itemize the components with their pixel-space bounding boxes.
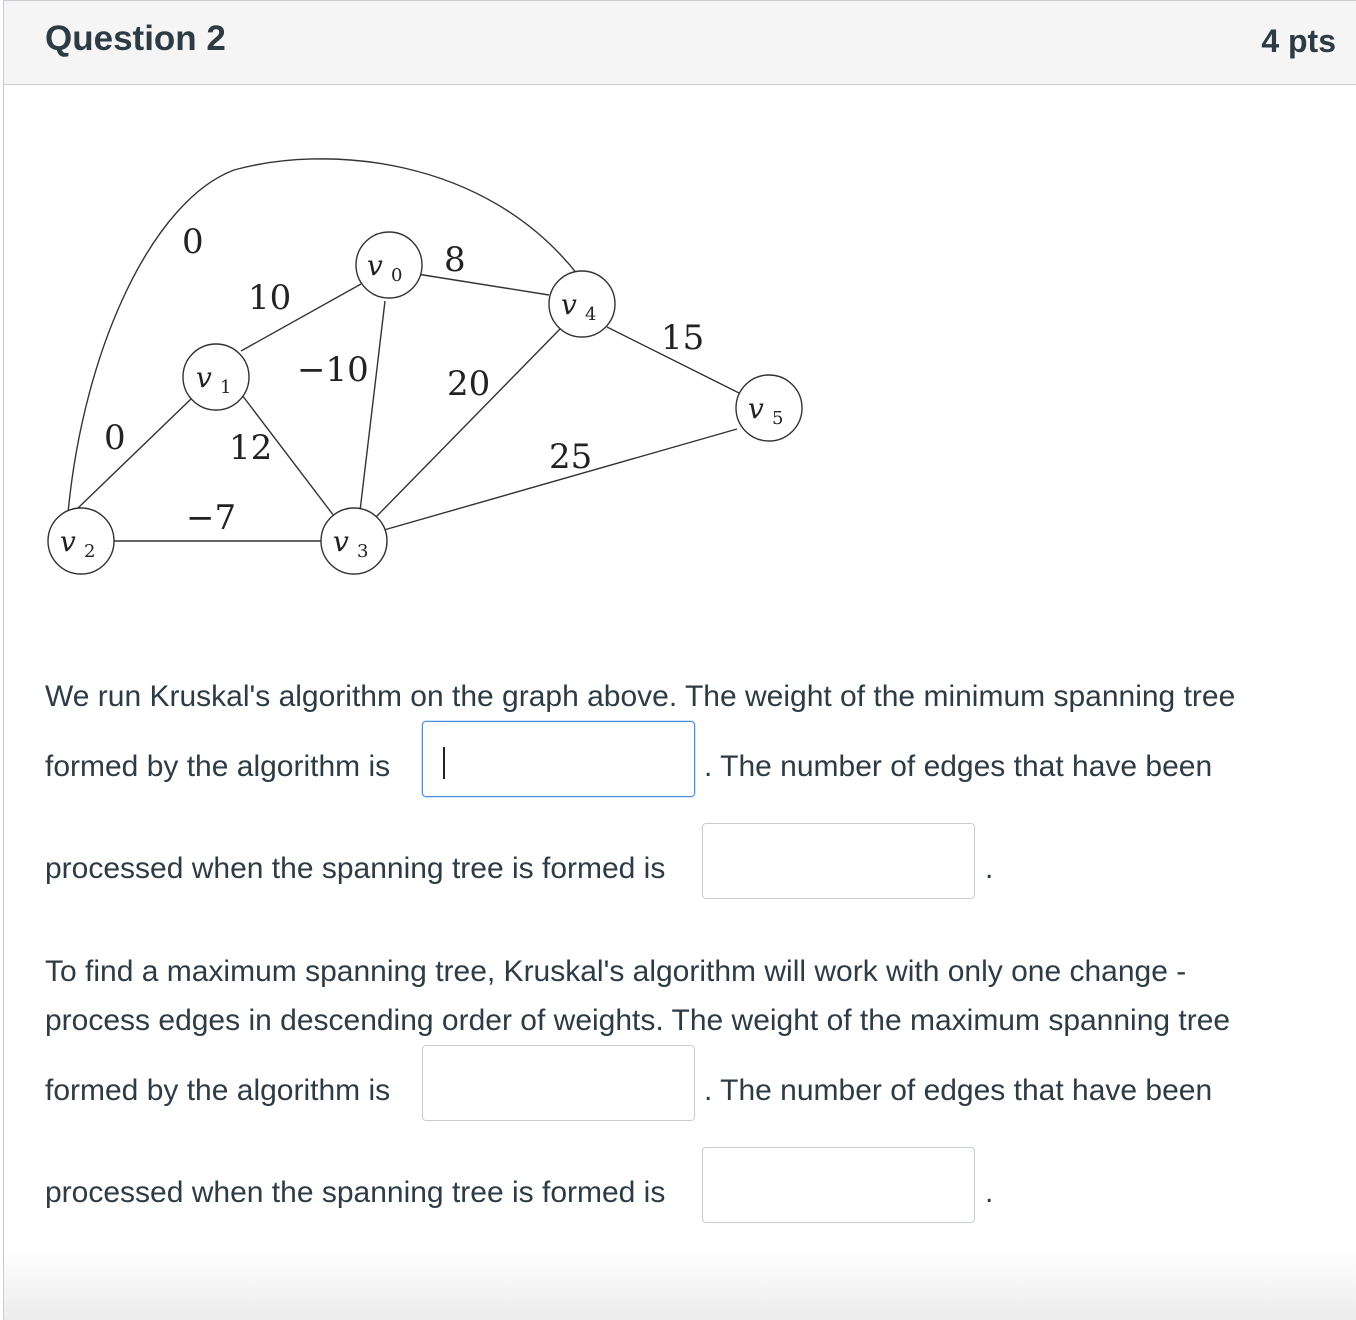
p1-line1: We run Kruskal's algorithm on the graph above. The weight of the minimum spanning tree (45, 680, 1236, 713)
question-title: Question 2 (45, 19, 226, 58)
min-weight-input[interactable] (422, 721, 695, 797)
svg-text:4: 4 (585, 304, 597, 325)
edge-v0-v3 (360, 301, 385, 511)
p1-line2-prefix: formed by the algorithm is (45, 750, 391, 783)
weight-v0-v3: −10 (297, 350, 369, 390)
text-caret (443, 747, 445, 779)
edge-v3-v4 (375, 328, 561, 518)
svg-text:5: 5 (772, 408, 784, 429)
svg-text:1: 1 (220, 377, 232, 398)
max-weight-input[interactable] (422, 1045, 695, 1121)
p2-line2: process edges in descending order of weights. The weight of the maximum spanning tree (45, 1004, 1231, 1037)
weight-v3-v4: 20 (447, 364, 491, 404)
p1-line3-prefix: processed when the spanning tree is formed is (45, 852, 666, 885)
vertex-v0 (356, 232, 422, 298)
p1-line3-suffix: . (985, 852, 994, 885)
edge-v2-v4 (68, 159, 578, 513)
min-edges-processed-input[interactable] (702, 823, 975, 899)
svg-text:v: v (561, 288, 577, 321)
edge-v2-v1 (77, 398, 192, 509)
weight-v1-v3: 12 (229, 428, 273, 468)
vertex-v1 (183, 344, 249, 410)
svg-text:v: v (60, 525, 76, 558)
question-header (4, 0, 1356, 85)
svg-text:0: 0 (391, 265, 403, 286)
p2-line3-suffix: . The number of edges that have been (704, 1074, 1213, 1107)
svg-text:v: v (196, 361, 212, 394)
edge-v0-v4 (417, 274, 549, 295)
weight-v0-v4: 8 (444, 240, 466, 280)
p2-line3-prefix: formed by the algorithm is (45, 1074, 391, 1107)
p2-line4-prefix: processed when the spanning tree is formed is (45, 1176, 666, 1209)
vertex-v2 (48, 508, 114, 574)
vertex-v3 (321, 508, 387, 574)
p2-line1: To find a maximum spanning tree, Kruskal's algorithm will work with only one change - (45, 955, 1187, 988)
svg-text:3: 3 (357, 541, 369, 562)
question-card (3, 0, 1356, 1320)
weight-v1-v0: 10 (248, 278, 292, 318)
question-points: 4 pts (1261, 23, 1336, 59)
max-edges-processed-input[interactable] (702, 1147, 975, 1223)
graph-figure (4, 85, 904, 605)
weight-v3-v5: 25 (549, 437, 593, 477)
vertex-v4 (549, 271, 615, 337)
footer-shade (4, 1250, 1356, 1320)
svg-text:2: 2 (84, 541, 96, 562)
p1-line2-suffix: . The number of edges that have been (704, 750, 1213, 783)
svg-text:v: v (333, 525, 349, 558)
vertex-v5 (736, 375, 802, 441)
weight-v2-v1: 0 (104, 418, 126, 458)
weight-v2-v3: −7 (186, 498, 237, 538)
weight-v4-v5: 15 (661, 318, 705, 358)
weight-v2-v4: 0 (182, 222, 204, 262)
svg-text:v: v (748, 392, 764, 425)
svg-text:v: v (367, 249, 383, 282)
p2-line4-suffix: . (985, 1176, 994, 1209)
